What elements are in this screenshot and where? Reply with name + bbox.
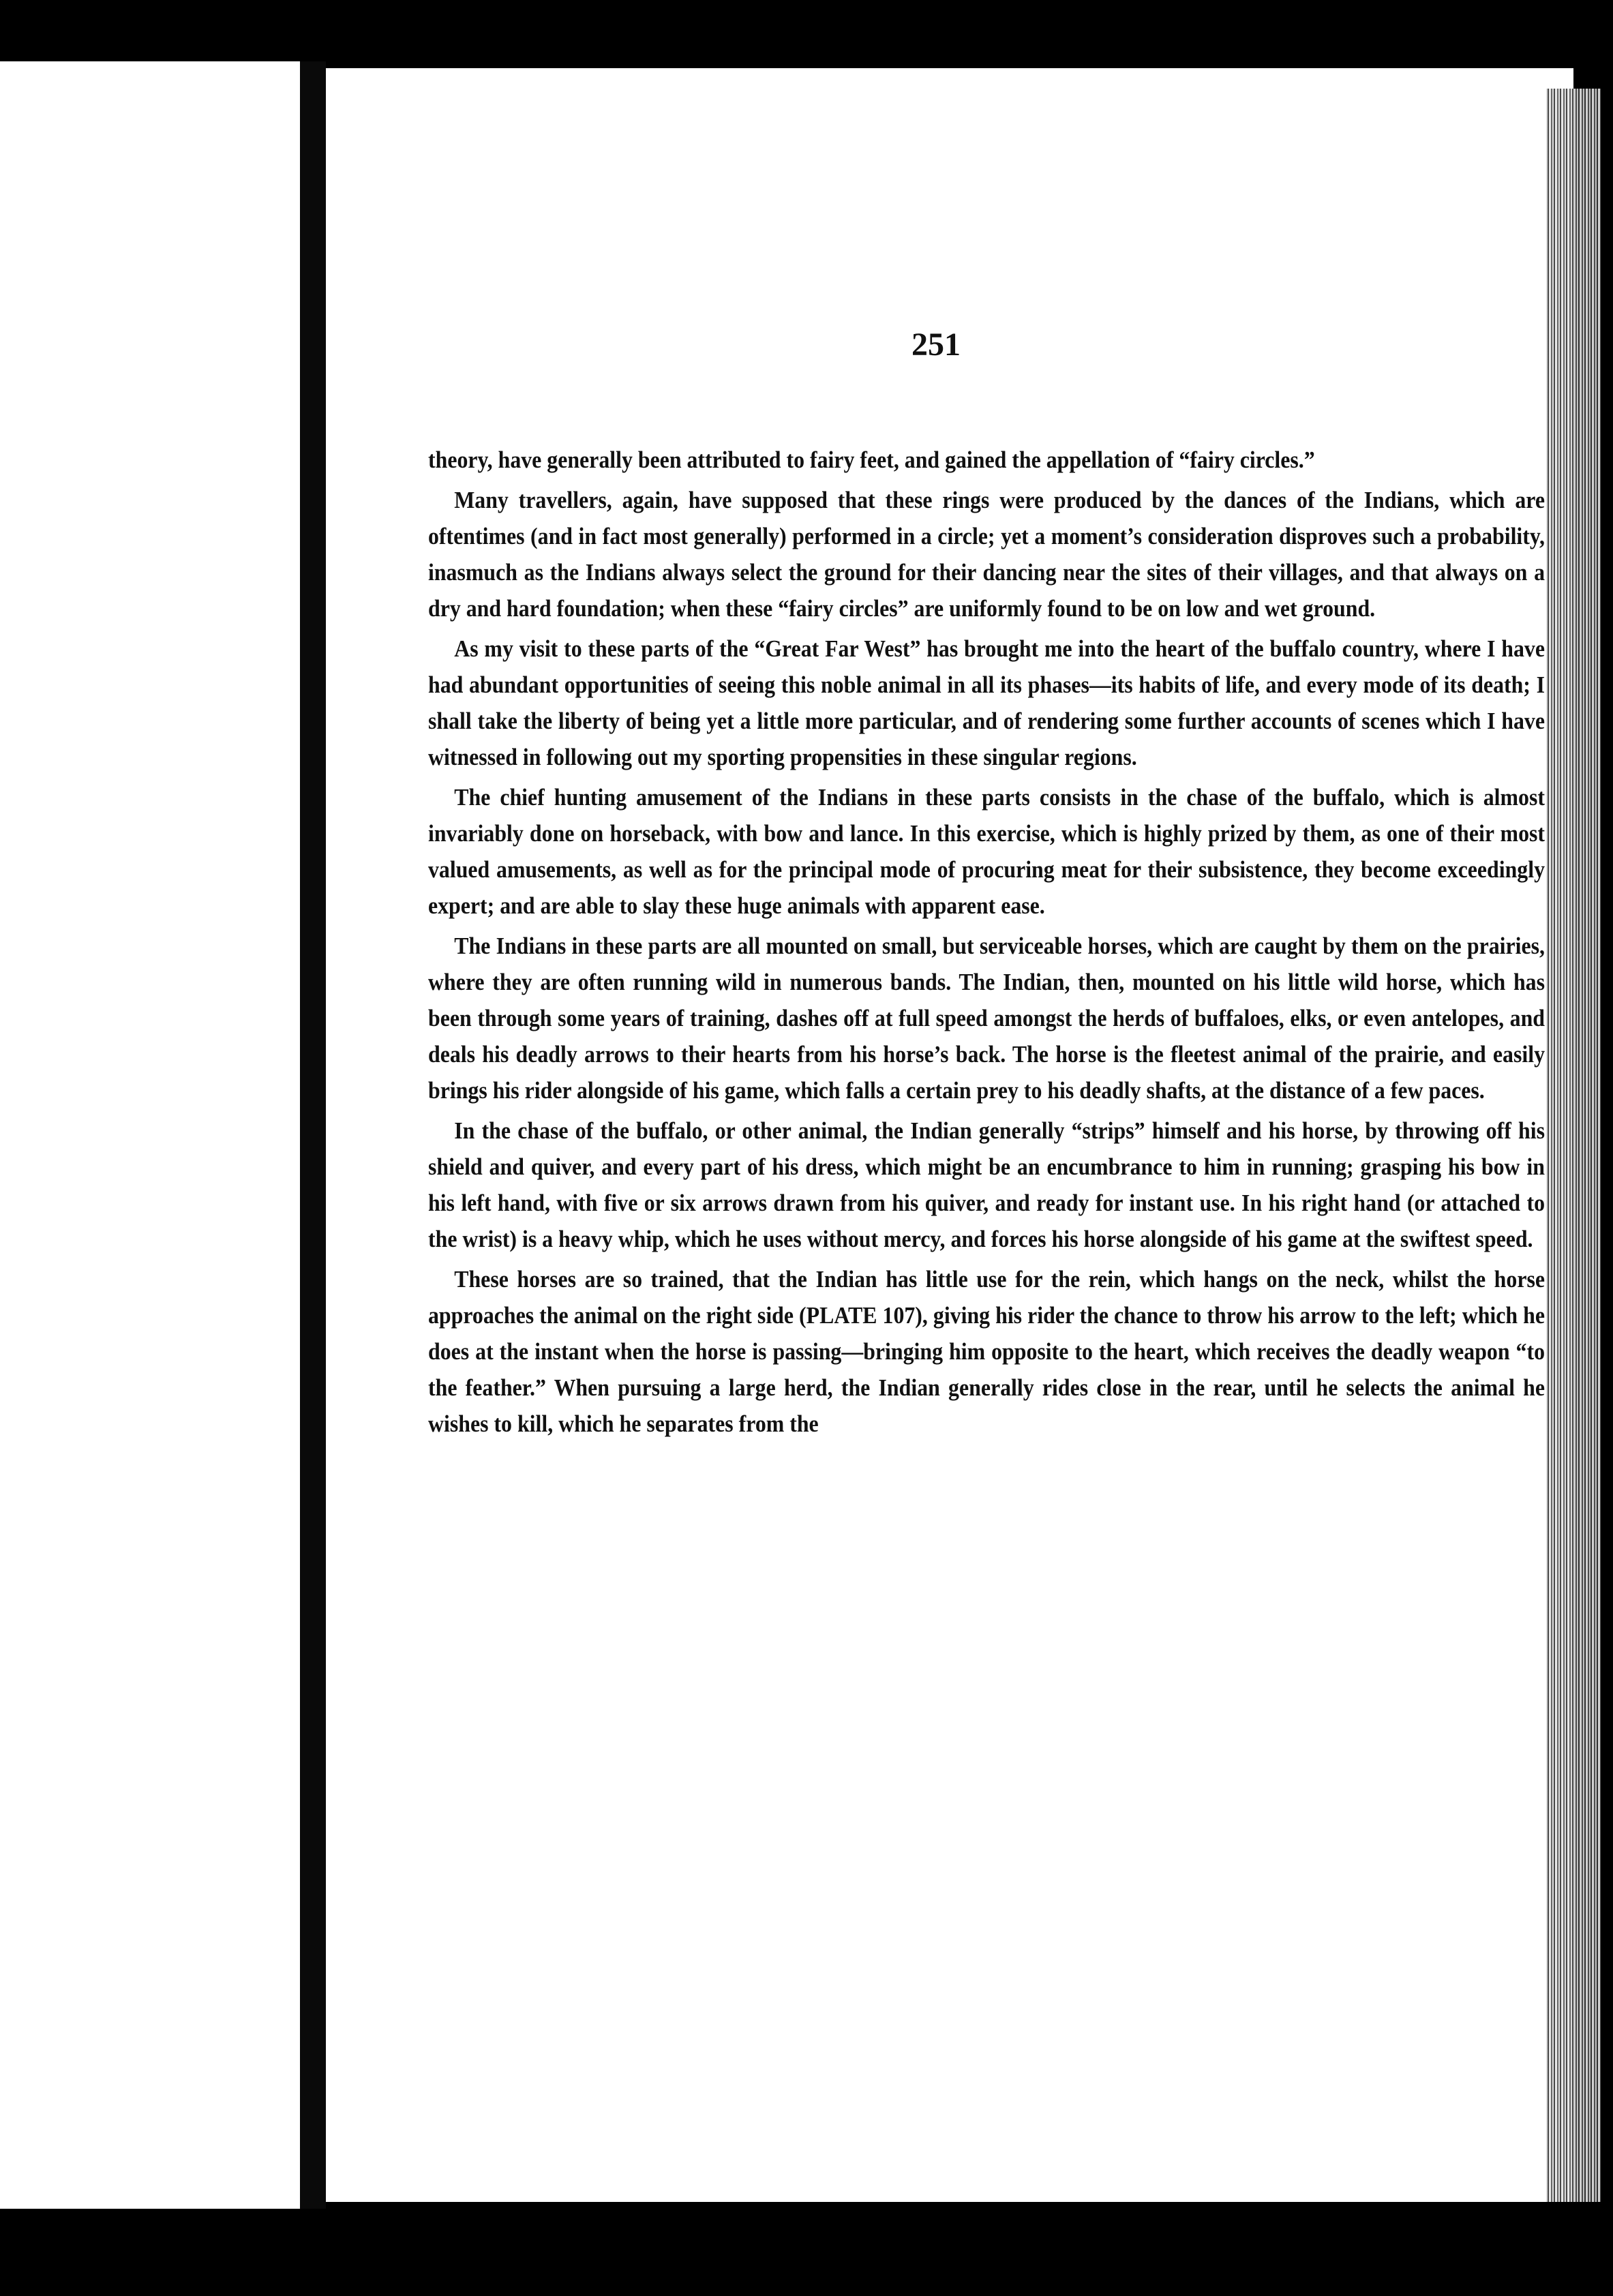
paragraph: These horses are so trained, that the Indian has little use for the rein, which hangs on the neck, whilst the horse approaches the animal on the right side (PLATE 107), giving his rider the chance to throw his arrow to the left; which he does at the instant when the horse is passing—bringing him opposite to the heart, which receives the deadly weapon “to the feather.” When pursuing a large herd, the Indian generally rides close in the rear, until he selects the animal he wishes to kill, which he separates from the <box>428 1266 1545 1437</box>
paragraph: As my visit to these parts of the “Great Far West” has brought me into the heart of the buffalo country, where I have had abundant opportunities of seeing this noble animal in all its phases—its habits of life, and every mode of its death; I shall take the liberty of being yet a little more particular, and of rendering some further accounts of scenes which I have witnessed in following out my sporting propensities in these singular regions. <box>428 635 1545 770</box>
book-page <box>326 68 1573 2202</box>
paragraph: theory, have generally been attributed to fairy feet, and gained the appellation of “fairy circles.” <box>428 447 1315 473</box>
page-body <box>428 442 1545 1446</box>
left-page <box>0 61 300 2209</box>
paragraph: The Indians in these parts are all mounted on small, but serviceable horses, which are caught by them on the prairies, where they are often running wild in numerous bands. The Indian, then, mounted on his little wild horse, which has been through some years of training, dashes off at full speed amongst the herds of buffaloes, elks, or even antelopes, and deals his deadly arrows to their hearts from his horse’s back. The horse is the fleetest animal of the prairie, and easily brings his rider alongside of his game, which falls a certain prey to his deadly shafts, at the distance of a few paces. <box>428 933 1545 1104</box>
paragraph: Many travellers, again, have supposed that these rings were produced by the dances of the Indians, which are oftentimes (and in fact most generally) performed in a circle; yet a moment’s consideration disproves such a probability, inasmuch as the Indians always select the ground for their dancing near the sites of their villages, and that always on a dry and hard foundation; when these “fairy circles” are uniformly found to be on low and wet ground. <box>428 487 1545 622</box>
book-spine <box>300 61 326 2209</box>
paragraph: The chief hunting amusement of the Indians in these parts consists in the chase of the buffalo, which is almost invariably done on horseback, with bow and lance. In this exercise, which is highly prized by them, as one of their most valued amusements, as well as for the principal mode of procuring meat for their subsistence, they become exceedingly expert; and are able to slay these huge animals with apparent ease. <box>428 784 1545 919</box>
page-edges <box>1546 89 1601 2202</box>
paragraph: In the chase of the buffalo, or other animal, the Indian generally “strips” himself and his horse, by throwing off his shield and quiver, and every part of his dress, which might be an encumbrance to him in running; grasping his bow in his left hand, with five or six arrows drawn from his quiver, and ready for instant use. In his right hand (or attached to the wrist) is a heavy whip, which he uses without mercy, and forces his horse alongside of his game at the swiftest speed. <box>428 1117 1545 1252</box>
page-number: 251 <box>911 327 961 363</box>
